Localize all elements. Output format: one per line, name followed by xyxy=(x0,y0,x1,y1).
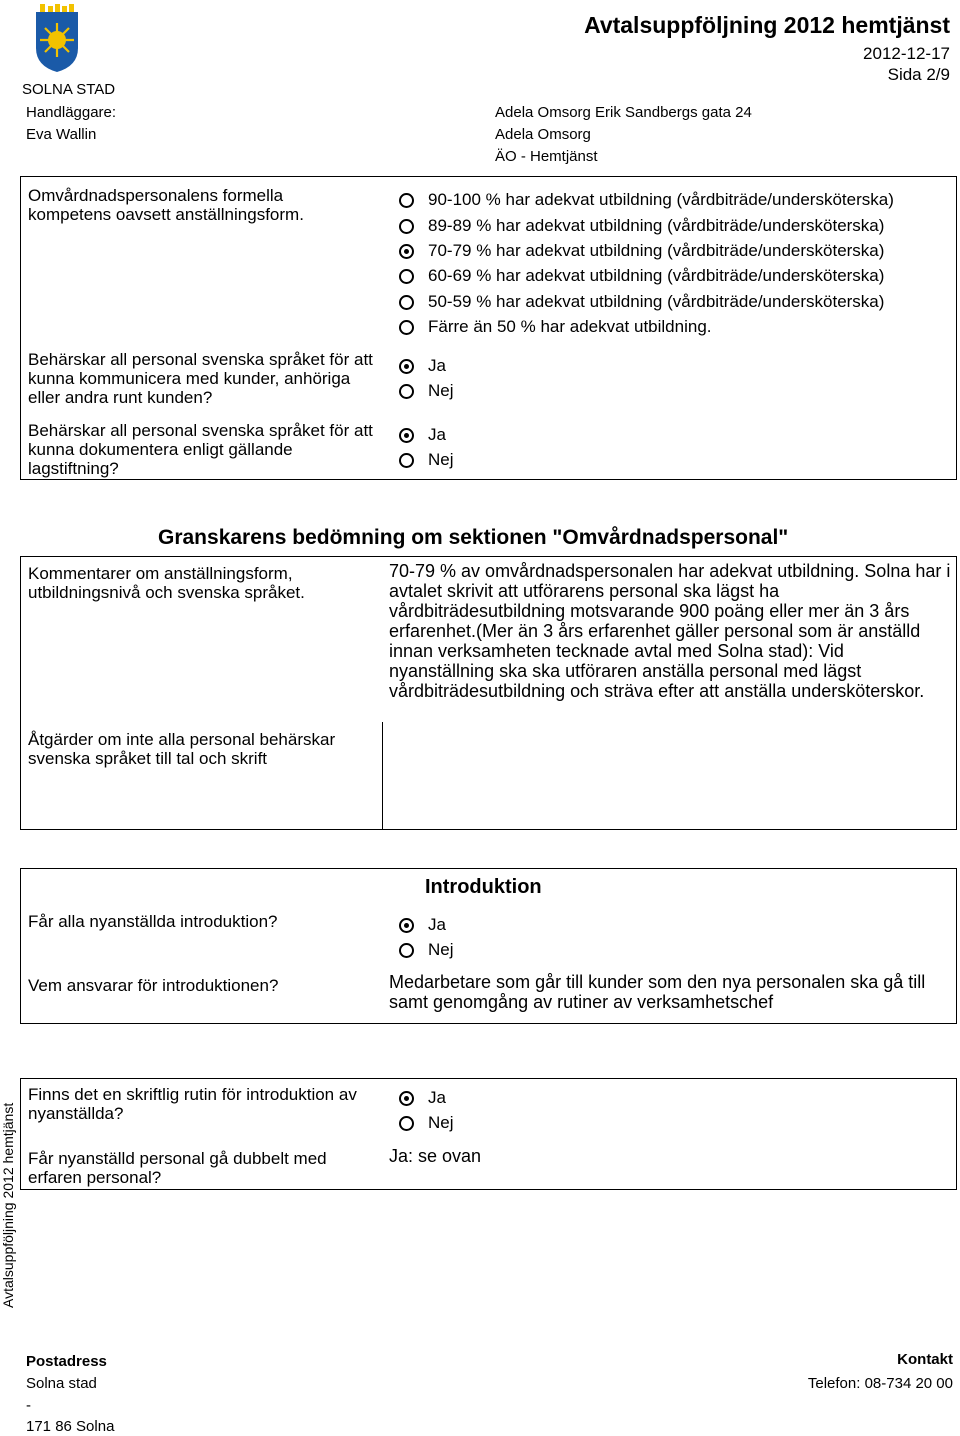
review-title: Granskarens bedömning om sektionen "Omvårdnadspersonal" xyxy=(158,526,789,549)
option-label: Färre än 50 % har adekvat utbildning. xyxy=(428,317,712,336)
written-routine-yes[interactable] xyxy=(399,1085,446,1111)
radio-checked-icon[interactable] xyxy=(399,244,414,259)
option-label: Nej xyxy=(428,940,454,959)
all-intro-no[interactable] xyxy=(399,937,454,963)
radio-checked-icon[interactable] xyxy=(399,1091,414,1106)
competence-option-80-89[interactable] xyxy=(399,213,884,239)
all-intro-question: Får alla nyanställda introduktion? xyxy=(28,912,278,931)
language-document-yes[interactable] xyxy=(399,422,446,448)
language-document-question: Behärskar all personal svenska språket för att kunna dokumentera enligt gällande lagstiftning? xyxy=(28,421,373,478)
comments-answer[interactable]: 70-79 % av omvårdnadspersonalen har adekvat utbildning. Solna har i avtalet skrivit att utförarens personal ska lägst ha vårdbiträdesutbildning motsvarande 900 poäng eller mer än 3 års erfarenhet.(Mer än 3 års erfarenhet gäller personal som är anställd innan verksamheten tecknade avtal med Solna stad): Vid nyanställning ska ska utföraren anställa personal med lägst vårdbiträdesutbildning och sträva efter att anställa undersköterskor. xyxy=(389,561,951,701)
option-label: 70-79 % har adekvat utbildning (vårdbiträde/undersköterska) xyxy=(428,241,885,260)
radio-unchecked-icon[interactable] xyxy=(399,269,414,284)
footer-address-line3: 171 86 Solna xyxy=(26,1418,115,1435)
radio-unchecked-icon[interactable] xyxy=(399,384,414,399)
competence-option-90-100[interactable] xyxy=(399,187,894,213)
all-intro-yes[interactable] xyxy=(399,912,446,938)
option-label: 60-69 % har adekvat utbildning (vårdbiträde/undersköterska) xyxy=(428,266,885,285)
radio-unchecked-icon[interactable] xyxy=(399,295,414,310)
competence-option-60-69[interactable] xyxy=(399,263,884,289)
competence-question: Omvårdnadspersonalens formella kompetens oavsett anställningsform. xyxy=(28,186,304,224)
language-communicate-question: Behärskar all personal svenska språket för att kunna kommunicera med kunder, anhöriga eller andra runt kunden? xyxy=(28,350,373,407)
handler-label: Handläggare: xyxy=(26,104,117,121)
radio-unchecked-icon[interactable] xyxy=(399,1116,414,1131)
radio-unchecked-icon[interactable] xyxy=(399,320,414,335)
option-label: 90-100 % har adekvat utbildning (vårdbiträde/undersköterska) xyxy=(428,190,894,209)
provider-address: Adela Omsorg Erik Sandbergs gata 24 xyxy=(495,104,752,121)
org-name: SOLNA STAD xyxy=(22,81,116,98)
option-label: Nej xyxy=(428,450,454,469)
page-number: Sida 2/9 xyxy=(887,65,950,84)
option-label: Ja xyxy=(428,425,446,444)
radio-checked-icon[interactable] xyxy=(399,918,414,933)
competence-option-50-59[interactable] xyxy=(399,289,884,315)
competence-option-below-50[interactable] xyxy=(399,314,712,340)
option-label: 89-89 % har adekvat utbildning (vårdbiträde/undersköterska) xyxy=(428,216,885,235)
radio-checked-icon[interactable] xyxy=(399,359,414,374)
measures-answer-box[interactable] xyxy=(382,722,957,830)
radio-unchecked-icon[interactable] xyxy=(399,453,414,468)
competence-option-70-79[interactable] xyxy=(399,238,884,264)
radio-unchecked-icon[interactable] xyxy=(399,219,414,234)
written-routine-question: Finns det en skriftlig rutin för introduktion av nyanställda? xyxy=(28,1085,357,1123)
provider-unit: ÄO - Hemtjänst xyxy=(495,148,598,165)
double-question: Får nyanställd personal gå dubbelt med erfaren personal? xyxy=(28,1149,327,1187)
option-label: Nej xyxy=(428,1113,454,1132)
measures-question: Åtgärder om inte alla personal behärskar svenska språket till tal och skrift xyxy=(28,730,336,768)
responsible-answer[interactable]: Medarbetare som går till kunder som den nya personalen ska gå till samt genomgång av rutiner av verksamhetschef xyxy=(389,972,926,1012)
handler-name: Eva Wallin xyxy=(26,126,97,143)
footer-contact-phone: Telefon: 08-734 20 00 xyxy=(807,1375,953,1392)
side-document-title: Avtalsuppföljning 2012 hemtjänst xyxy=(0,1102,16,1308)
radio-checked-icon[interactable] xyxy=(399,428,414,443)
radio-unchecked-icon[interactable] xyxy=(399,193,414,208)
document-date: 2012-12-17 xyxy=(863,44,950,63)
intro-title: Introduktion xyxy=(425,876,542,898)
radio-unchecked-icon[interactable] xyxy=(399,943,414,958)
footer-address-line2: - xyxy=(26,1397,31,1414)
option-label: Nej xyxy=(428,381,454,400)
document-title: Avtalsuppföljning 2012 hemtjänst xyxy=(584,12,950,38)
responsible-question: Vem ansvarar för introduktionen? xyxy=(28,976,279,995)
written-routine-no[interactable] xyxy=(399,1110,454,1136)
language-communicate-no[interactable] xyxy=(399,378,454,404)
comments-question: Kommentarer om anställningsform, utbildningsnivå och svenska språket. xyxy=(28,564,305,602)
double-answer[interactable]: Ja: se ovan xyxy=(389,1146,482,1166)
option-label: 50-59 % har adekvat utbildning (vårdbiträde/undersköterska) xyxy=(428,292,885,311)
footer-address-heading: Postadress xyxy=(26,1353,107,1370)
option-label: Ja xyxy=(428,356,446,375)
logo xyxy=(34,4,80,74)
footer-address-line1: Solna stad xyxy=(26,1375,97,1392)
provider-name: Adela Omsorg xyxy=(495,126,591,143)
language-document-no[interactable] xyxy=(399,447,454,473)
option-label: Ja xyxy=(428,1088,446,1107)
language-communicate-yes[interactable] xyxy=(399,353,446,379)
footer-contact-heading: Kontakt xyxy=(897,1351,953,1368)
option-label: Ja xyxy=(428,915,446,934)
